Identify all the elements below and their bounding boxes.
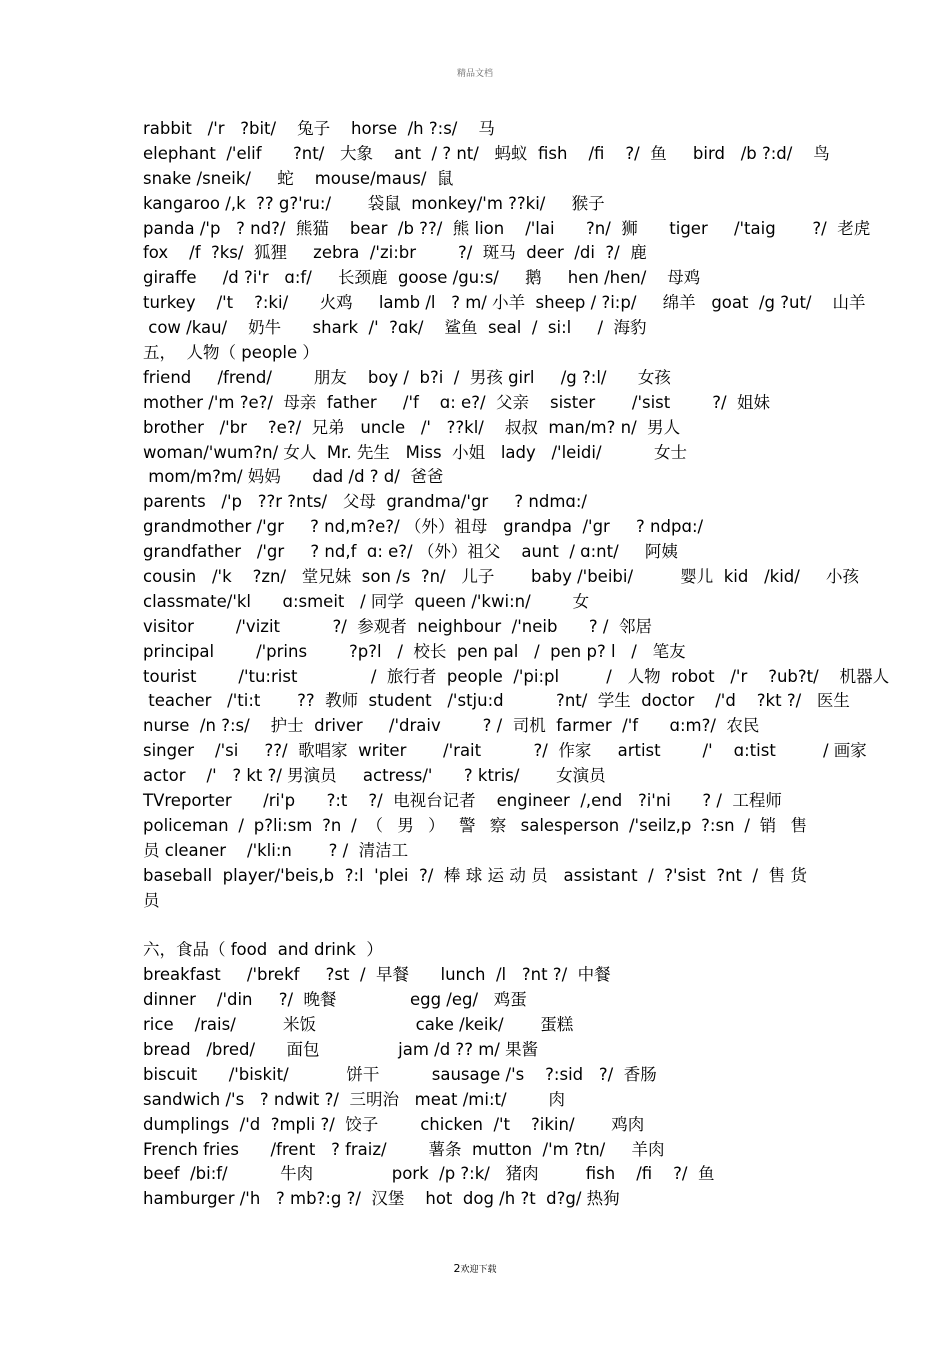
text-line: classmate/'kl ɑ:smeit / 同学 queen /'kwi:n/ 女 xyxy=(143,591,590,611)
text-line: mom/m?m/ 妈妈 dad /d ? d/ 爸爸 xyxy=(143,467,444,487)
text-line: principal /'prins ?p?l / 校长 pen pal / pen p? l / 笔友 xyxy=(143,641,686,661)
text-line: dinner /'din ?/ 晚餐 egg /eg/ 鸡蛋 xyxy=(143,990,527,1010)
text-line: brother /'br ?e?/ 兄弟 uncle /' ??kl/ 叔叔 man/m? n/ 男人 xyxy=(143,417,681,437)
document-body xyxy=(143,117,890,1212)
text-line: rabbit /'r ?bit/ 兔子 horse /h ?:s/ 马 xyxy=(143,119,495,138)
text-line: singer /'si ??/ 歌唱家 writer /'rait ?/ 作家 artist /' ɑ:tist / 画家 xyxy=(143,741,867,761)
text-line: grandmother /'gr ? nd,m?e?/ （外）祖母 grandpa /'gr ? ndpɑ:/ xyxy=(143,517,704,537)
text-line: panda /'p ? nd?/ 熊猫 bear /b ??/ 熊 lion /'lai ?n/ 狮 tiger /'taig ?/ 老虎 xyxy=(143,218,871,238)
text-line: rice /rais/ 米饭 cake /keik/ 蛋糕 xyxy=(143,1015,574,1035)
text-line: fox /f ?ks/ 狐狸 zebra /'zi:br ?/ 斑马 deer /di ?/ 鹿 xyxy=(143,243,647,263)
text-line: bread /bred/ 面包 jam /d ?? m/ 果酱 xyxy=(143,1039,539,1059)
text-line: hamburger /'h ? mb?:g ?/ 汉堡 hot dog /h ?t d?g/ 热狗 xyxy=(143,1189,620,1209)
text-line: kangaroo /,k ?? g?'ru:/ 袋鼠 monkey/'m ??ki/ 猴子 xyxy=(143,193,605,213)
page-footer xyxy=(0,1262,950,1275)
text-line: beef /bi:f/ 牛肉 pork /p ?:k/ 猪肉 fish /fi ?/ 鱼 xyxy=(143,1164,715,1184)
text-line: woman/'wum?n/ 女人 Mr. 先生 Miss 小姐 lady /'leidi/ 女士 xyxy=(143,442,687,462)
text-line: snake /sneik/ 蛇 mouse/maus/ 鼠 xyxy=(143,168,454,188)
text-line: policeman / p?li:sm ?n / （ 男 ） 警 察 salesperson /'seilz,p ?:sn / 销 售 xyxy=(143,815,807,835)
text-line: teacher /'ti:t ?? 教师 student /'stju:d ?nt/ 学生 doctor /'d ?kt ?/ 医生 xyxy=(143,691,850,711)
text-line: dumplings /'d ?mpli ?/ 饺子 chicken /'t ?ikin/ 鸡肉 xyxy=(143,1114,645,1134)
text-line: sandwich /'s ? ndwit ?/ 三明治 meat /mi:t/ 肉 xyxy=(143,1089,565,1109)
text-line: mother /'m ?e?/ 母亲 father /'f ɑ: e?/ 父亲 sister /'sist ?/ 姐妹 xyxy=(143,392,770,412)
blank-line xyxy=(143,914,807,939)
text-line: TVreporter /ri'p ?:t ?/ 电视台记者 engineer /,end ?i'ni ? / 工程师 xyxy=(143,791,782,811)
page-number: 2 xyxy=(453,1262,461,1275)
text-line: friend /frend/ 朋友 boy / b?i / 男孩 girl /g ?:l/ 女孩 xyxy=(143,367,671,387)
text-line: nurse /n ?:s/ 护士 driver /'draiv ? / 司机 farmer /'f ɑ:m?/ 农民 xyxy=(143,716,760,736)
text-line: visitor /'vizit ?/ 参观者 neighbour /'neib ? / 邻居 xyxy=(143,616,652,636)
text-line: baseball player/'beis,b ?:l 'plei ?/ 棒球运动员 assistant / ?'sist ?nt / 售货 xyxy=(143,865,807,885)
text-line: parents /'p ??r ?nts/ 父母 grandma/'gr ? ndmɑ:/ xyxy=(143,492,587,512)
text-line: elephant /'elif ?nt/ 大象 ant / ? nt/ 蚂蚁 fish /fi ?/ 鱼 bird /b ?:d/ 鸟 xyxy=(143,143,830,163)
text-line: 员 xyxy=(143,890,160,910)
text-line: biscuit /'biskit/ 饼干 sausage /'s ?:sid ?/ 香肠 xyxy=(143,1064,657,1084)
text-line: giraffe /d ?i'r ɑ:f/ 长颈鹿 goose /gu:s/ 鹅 hen /hen/ 母鸡 xyxy=(143,268,701,288)
text-line: cow /kau/ 奶牛 shark /' ?ɑk/ 鲨鱼 seal / si:l / 海豹 xyxy=(143,318,647,338)
text-line: cousin /'k ?zn/ 堂兄妹 son /s ?n/ 儿子 baby /'beibi/ 婴儿 kid /kid/ 小孩 xyxy=(143,567,860,587)
text-line: tourist /'tu:rist / 旅行者 people /'pi:pl / 人物 robot /'r ?ub?t/ 机器人 xyxy=(143,666,890,686)
text-line: actor /' ? kt ?/ 男演员 actress/' ? ktris/ 女演员 xyxy=(143,766,606,786)
text-line: French fries /frent ? fraiz/ 薯条 mutton /'m ?tn/ 羊肉 xyxy=(143,1139,665,1159)
text-line: grandfather /'gr ? nd,f ɑ: e?/ （外）祖父 aunt / ɑ:nt/ 阿姨 xyxy=(143,542,678,562)
text-line: 员 cleaner /'kli:n ? / 清洁工 xyxy=(143,840,409,860)
page-header: 精品文档 xyxy=(456,69,493,79)
text-line: turkey /'t ?:ki/ 火鸡 lamb /l ? m/ 小羊 sheep / ?i:p/ 绵羊 goat /g ?ut/ 山羊 xyxy=(143,293,866,313)
text-line: breakfast /'brekf ?st / 早餐 lunch /l ?nt ?/ 中餐 xyxy=(143,965,611,985)
section-heading: 六，食品（ food and drink ） xyxy=(143,940,383,960)
section-heading: 五， 人物（ people ） xyxy=(143,343,319,363)
footer-text: 欢迎下载 xyxy=(460,1265,497,1275)
